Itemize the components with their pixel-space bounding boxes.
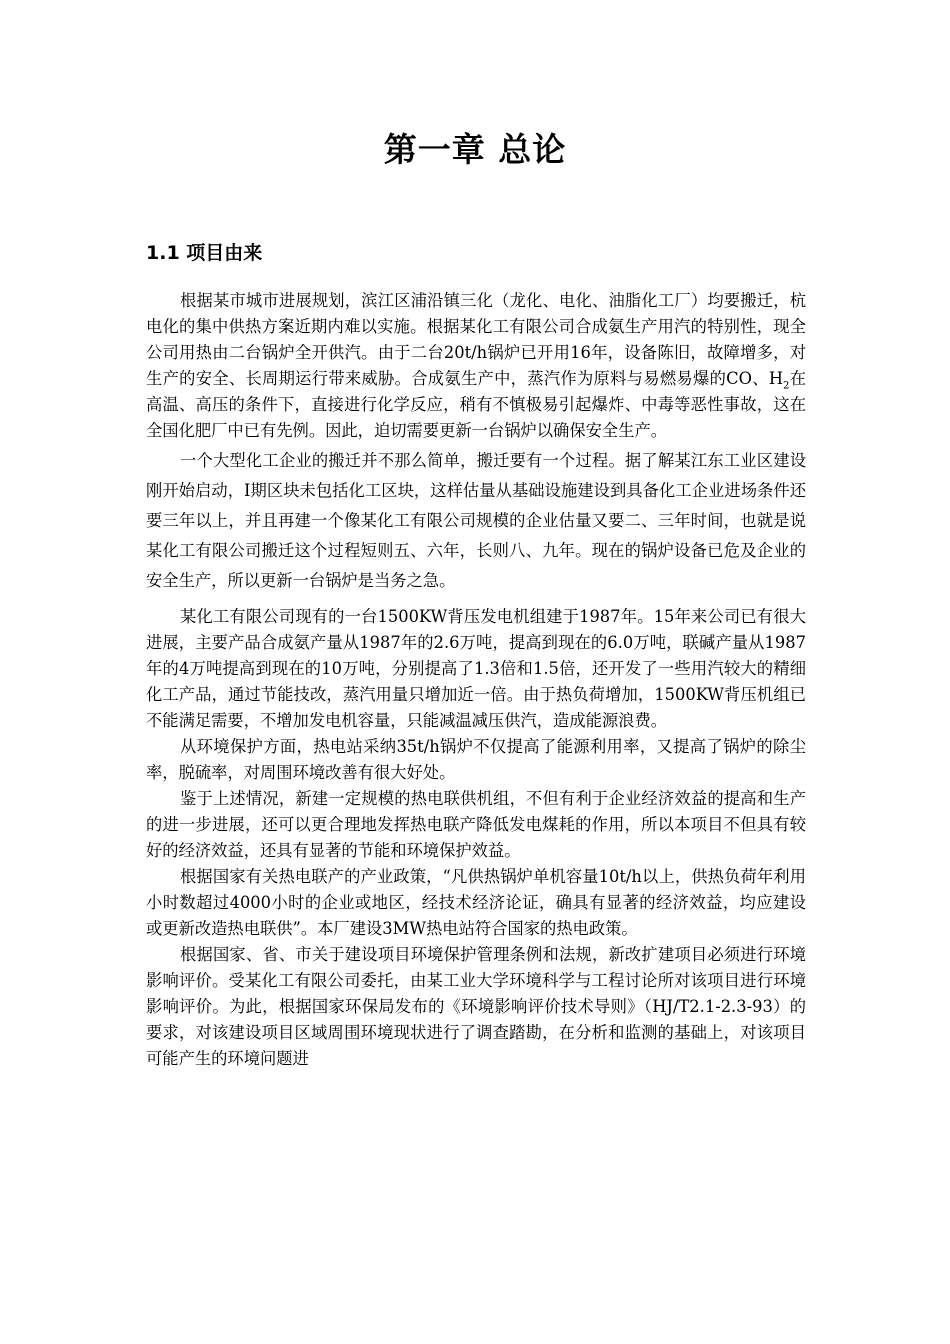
subscript: 2 [783,380,790,392]
paragraph-2: 一个大型化工企业的搬迁并不那么简单，搬迁要有一个过程。据了解某江东工业区建设刚开始启动，I期区块未包括化工区块，这样估量从基础设施建设到具备化工企业进场条件还要三年以上，并且再建一个像某化工有限公司规模的企业估量又要二、三年时间，也就是说某化工有限公司搬迁这个过程短则五、六年，长则八、九年。现在的锅炉设备已危及企业的安全生产，所以更新一台锅炉是当务之急。 [146,451,806,590]
paragraph-1 [146,288,806,444]
section-title: 1.1 项目由来 [146,242,263,264]
paragraph-6: 根据国家有关热电联产的产业政策，“凡供热锅炉单机容量10t/h以上，供热负荷年利用小时数超过4000小时的企业或地区，经技术经济论证，确具有显著的经济效益，均应建设或更新改造热电联供”。本厂建设3MW热电站符合国家的热电政策。 [146,867,806,938]
body-text [146,288,806,1072]
paragraph-text: 根据某市城市进展规划，滨江区浦沿镇三化（龙化、电化、油脂化工厂）均要搬迁，杭电化的集中供热方案近期内难以实施。根据某化工有限公司合成氨生产用汽的特别性，现全公司用热由二台锅炉全开供汽。由于二台20t/h锅炉已开用16年，设备陈旧，故障增多，对生产的安全、长周期运行带来威胁。合成氨生产中，蒸汽作为原料与易燃易爆的CO、H [146,291,806,388]
paragraph-5: 鉴于上述情况，新建一定规模的热电联供机组，不但有利于企业经济效益的提高和生产的进一步进展，还可以更合理地发挥热电联产降低发电煤耗的作用，所以本项目不但具有较好的经济效益，还具有显著的节能和环境保护效益。 [146,789,806,860]
paragraph-text-tail: 在高温、高压的条件下，直接进行化学反应，稍有不慎极易引起爆炸、中毒等恶性事故，这在全国化肥厂中已有先例。因此，迫切需要更新一台锅炉以确保安全生产。 [146,369,806,440]
paragraph-3: 某化工有限公司现有的一台1500KW背压发电机组建于1987年。15年来公司已有很大进展，主要产品合成氨产量从1987年的2.6万吨，提高到现在的6.0万吨，联碱产量从1987年的4万吨提高到现在的10万吨，分别提高了1.3倍和1.5倍，还开发了一些用汽较大的精细化工产品，通过节能技改，蒸汽用量只增加近一倍。由于热负荷增加，1500KW背压机组已不能满足需要，不增加发电机容量，只能减温减压供汽，造成能源浪费。 [146,607,806,730]
paragraph-7: 根据国家、省、市关于建设项目环境保护管理条例和法规，新改扩建项目必须进行环境影响评价。受某化工有限公司委托，由某工业大学环境科学与工程讨论所对该项目进行环境影响评价。为此，根据国家环保局发布的《环境影响评价技术导则》（HJ/T2.1-2.3-93）的要求，对该建设项目区域周围环境现状进行了调查踏勘，在分析和监测的基础上，对该项目可能产生的环境问题进 [146,945,806,1068]
chapter-title: 第一章 总论 [383,130,567,169]
paragraph-4: 从环境保护方面，热电站采纳35t/h锅炉不仅提高了能源利用率，又提高了锅炉的除尘率，脱硫率，对周围环境改善有很大好处。 [146,737,806,782]
